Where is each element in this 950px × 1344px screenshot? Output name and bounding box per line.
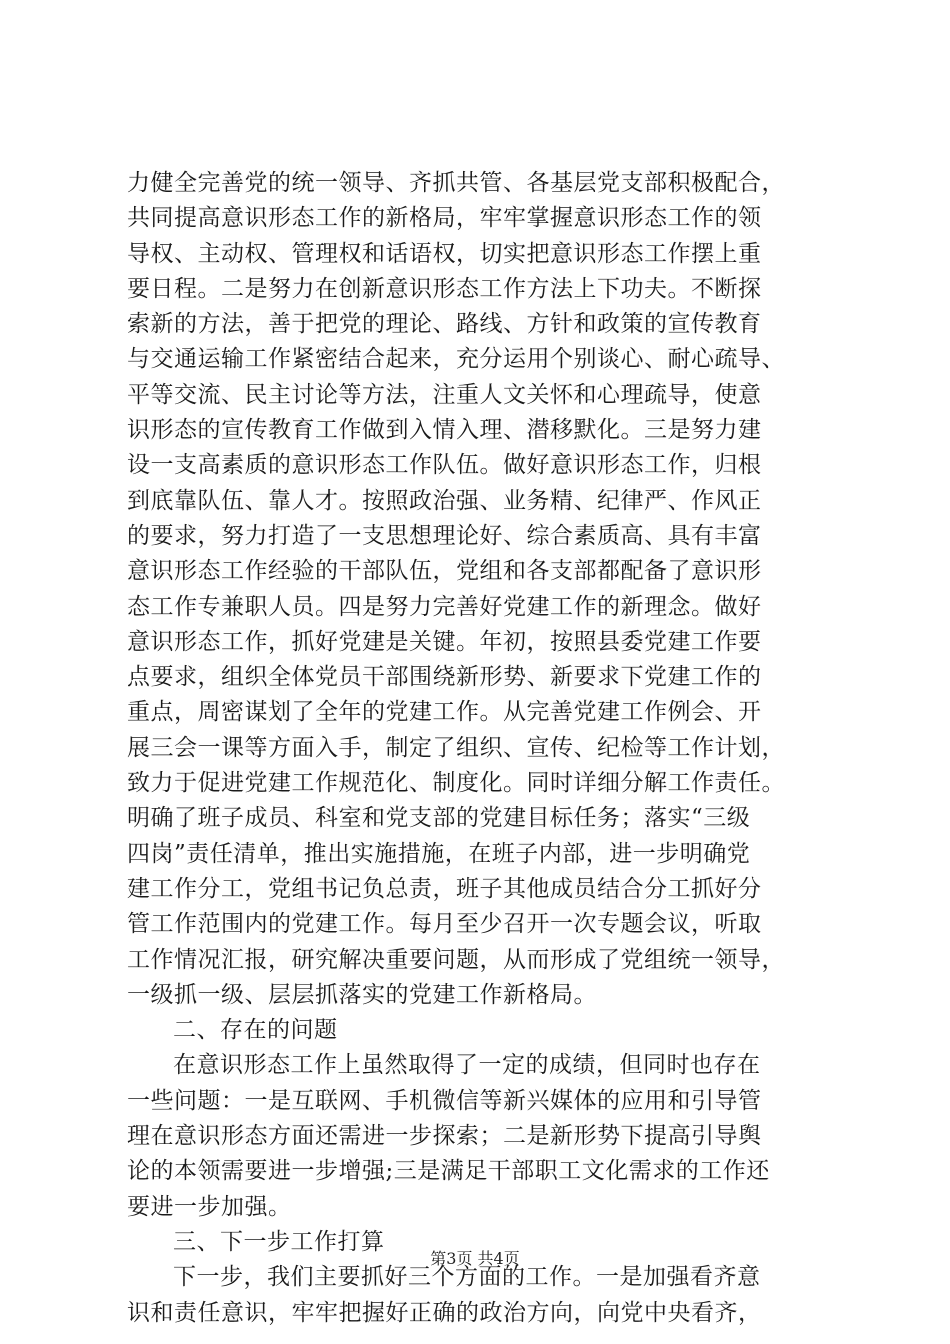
text-line: 识形态的宣传教育工作做到入情入理、潜移默化。三是努力建 xyxy=(127,417,762,444)
text-line: 二、存在的问题 xyxy=(173,1017,338,1044)
text-line: 点要求，组织全体党员干部围绕新形势、新要求下党建工作的 xyxy=(127,664,762,691)
text-line: 的要求，努力打造了一支思想理论好、综合素质高、具有丰富 xyxy=(127,522,762,549)
text-line: 论的本领需要进一步增强;三是满足干部职工文化需求的工作还 xyxy=(127,1158,770,1185)
text-line: 态工作专兼职人员。四是努力完善好党建工作的新理念。做好 xyxy=(127,593,762,620)
text-line: 平等交流、民主讨论等方法，注重人文关怀和心理疏导，使意 xyxy=(127,381,762,408)
text-line: 意识形态工作经验的干部队伍，党组和各支部都配备了意识形 xyxy=(127,558,762,585)
text-line: 与交通运输工作紧密结合起来，充分运用个别谈心、耐心疏导、 xyxy=(127,346,785,373)
text-line: 共同提高意识形态工作的新格局，牢牢掌握意识形态工作的领 xyxy=(127,205,762,232)
page-footer xyxy=(0,1246,950,1269)
text-line: 展三会一课等方面入手，制定了组织、宣传、纪检等工作计划， xyxy=(127,734,785,761)
text-line: 力健全完善党的统一领导、齐抓共管、各基层党支部积极配合， xyxy=(127,170,785,196)
document-body xyxy=(127,166,827,1331)
text-line: 一级抓一级、层层抓落实的党建工作新格局。 xyxy=(127,981,597,1008)
text-line: 在意识形态工作上虽然取得了一定的成绩，但同时也存在 xyxy=(173,1052,761,1079)
text-line: 要日程。二是努力在创新意识形态工作方法上下功夫。不断探 xyxy=(127,275,762,302)
text-line: 识和责任意识，牢牢把握好正确的政治方向，向党中央看齐， xyxy=(127,1299,762,1326)
text-line: 一些问题：一是互联网、手机微信等新兴媒体的应用和引导管 xyxy=(127,1087,762,1114)
text-line: 设一支高素质的意识形态工作队伍。做好意识形态工作，归根 xyxy=(127,452,762,479)
text-line: 意识形态工作，抓好党建是关键。年初，按照县委党建工作要 xyxy=(127,628,762,655)
text-line: 工作情况汇报，研究解决重要问题，从而形成了党组统一领导， xyxy=(127,946,785,973)
text-line: 要进一步加强。 xyxy=(127,1193,292,1220)
page-number-label: 第3页 共4页 xyxy=(430,1249,520,1268)
text-line: 理在意识形态方面还需进一步探索；二是新形势下提高引导舆 xyxy=(127,1123,762,1150)
text-line: 致力于促进党建工作规范化、制度化。同时详细分解工作责任。 xyxy=(127,770,785,797)
text-line: 四岗”责任清单，推出实施措施，在班子内部，进一步明确党 xyxy=(127,840,751,867)
text-line: 下一步，我们主要抓好三个方面的工作。一是加强看齐意 xyxy=(173,1264,761,1291)
text-line: 三、下一步工作打算 xyxy=(173,1228,385,1255)
text-line: 重点，周密谋划了全年的党建工作。从完善党建工作例会、开 xyxy=(127,699,762,726)
text-line: 明确了班子成员、科室和党支部的党建目标任务；落实“三级 xyxy=(127,805,751,832)
text-line: 建工作分工，党组书记负总责，班子其他成员结合分工抓好分 xyxy=(127,875,762,902)
text-line: 索新的方法，善于把党的理论、路线、方针和政策的宣传教育 xyxy=(127,311,762,338)
text-line: 导权、主动权、管理权和话语权，切实把意识形态工作摆上重 xyxy=(127,240,762,267)
text-line: 到底靠队伍、靠人才。按照政治强、业务精、纪律严、作风正 xyxy=(127,487,762,514)
text-line: 管工作范围内的党建工作。每月至少召开一次专题会议，听取 xyxy=(127,911,762,938)
